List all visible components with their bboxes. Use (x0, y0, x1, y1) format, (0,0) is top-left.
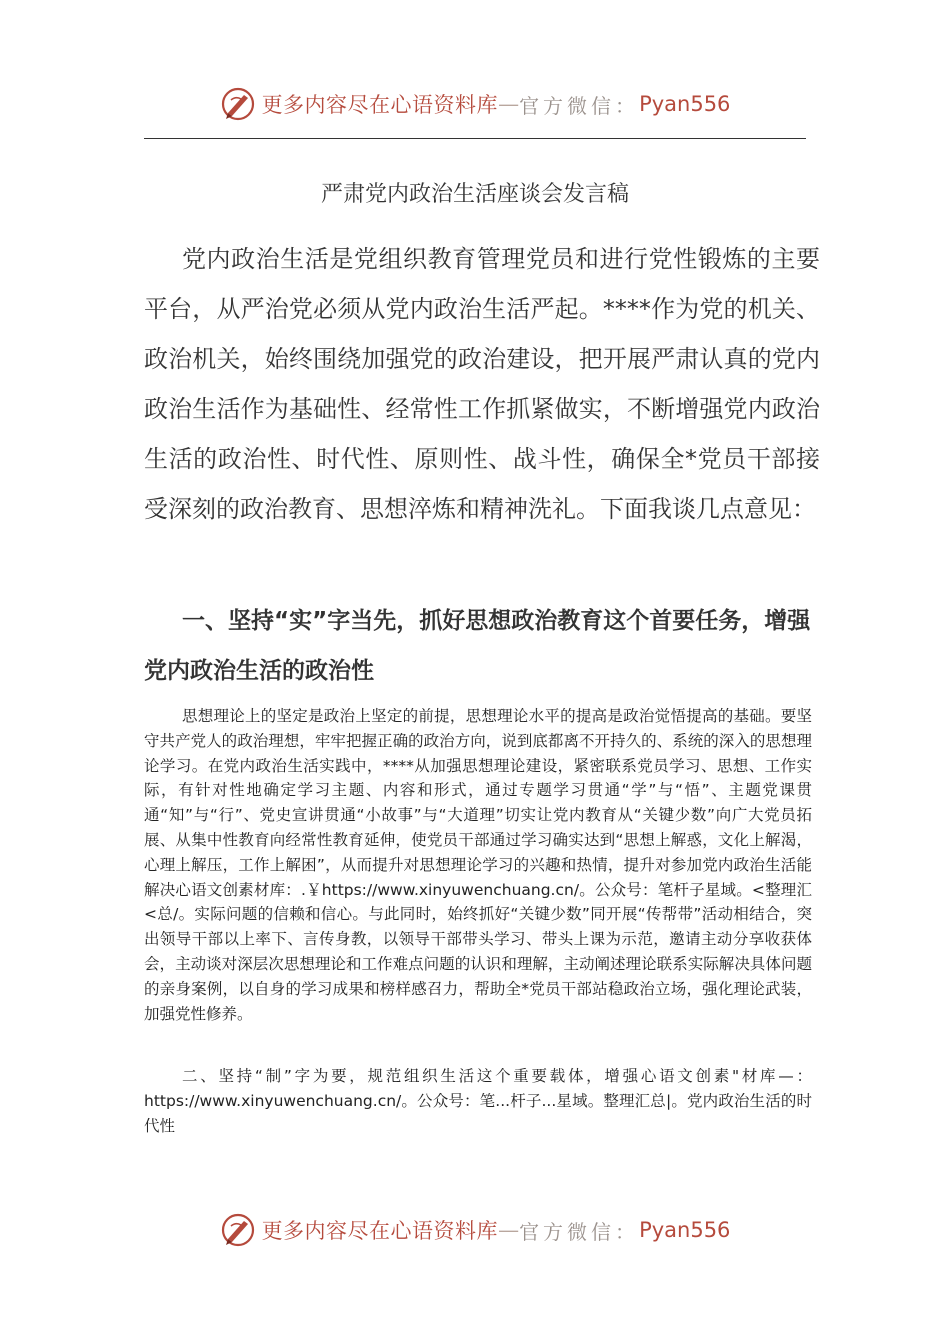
watermark-sub-text: 官方微信： (519, 93, 640, 118)
section-body-2: 二、坚持“制”字为要，规范组织生活这个重要载体，增强心语文创素"材库—：https://www.xinyuwenchuang.cn/。公众号：笔...杆子...星域。整理汇总|。党内政治生活的时代性 (144, 1067, 812, 1135)
intro-paragraph: 党内政治生活是党组织教育管理党员和进行党性锻炼的主要平台，从严治党必须从党内政治生活严起。****作为党的机关、政治机关，始终围绕加强党的政治建设，把开展严肃认真的党内政治生活作为基础性、经常性工作抓紧做实，不断增强党内政治生活的政治性、时代性、原则性、战斗性，确保全*党员干部接受深刻的政治教育、思想淬炼和精神洗礼。下面我谈几点意见： (144, 245, 820, 523)
watermark-separator: — (498, 1218, 520, 1242)
watermark-id: Pyan556 (639, 92, 731, 116)
watermark-sub-text: 官方微信： (519, 1219, 640, 1244)
watermark-id: Pyan556 (639, 1218, 731, 1242)
watermark-separator: — (498, 92, 520, 116)
section-body-1: 思想理论上的坚定是政治上坚定的前提，思想理论水平的提高是政治觉悟提高的基础。要坚守共产党人的政治理想，牢牢把握正确的政治方向，说到底都离不开持久的、系统的深入的思想理论学习。在党内政治生活实践中，****从加强思想理论建设，紧密联系党员学习、思想、工作实际，有针对性地确定学习主题、内容和形式，通过专题学习贯通“学”与“悟”、主题党课贯通“知”与“行”、党史宣讲贯通“小故事”与“大道理”切实让党内教育从“关键少数”向广大党员拓展、从集中性教育向经常性教育延伸，使党员干部通过学习确实达到“思想上解惑，文化上解渴，心理上解压，工作上解困”，从而提升对思想理论学习的兴趣和热情，提升对参加党内政治生活能解决心语文创素材库：.￥https://www.xinyuwenchuang.cn/。公众号：笔杆子星域。<整理汇<总/。实际问题的信赖和信心。与此同时，始终抓好“关键少数”同开展“传帮带”活动相结合，突出领导干部以上率下、言传身教，以领导干部带头学习、带头上课为示范，邀请主动分享收获体会，主动谈对深层次思想理论和工作难点问题的认识和理解，主动阐述理论联系实际解决具体问题的亲身案例，以自身的学习成果和榜样感召力，帮助全*党员干部站稳政治立场，强化理论武装，加强党性修养。 (144, 707, 812, 1023)
header-divider (144, 138, 806, 139)
watermark-main-text: 更多内容尽在心语资料库 (261, 1219, 499, 1243)
document-title: 严肃党内政治生活座谈会发言稿 (320, 182, 629, 207)
pen-logo-icon (220, 86, 256, 122)
watermark-main-text: 更多内容尽在心语资料库 (261, 93, 499, 117)
section-heading-1: 一、坚持“实”字当先，抓好思想政治教育这个首要任务，增强党内政治生活的政治性 (144, 608, 811, 684)
pen-logo-icon (220, 1212, 256, 1248)
watermark-banner-top (0, 82, 950, 126)
watermark-banner-bottom (0, 1208, 950, 1252)
